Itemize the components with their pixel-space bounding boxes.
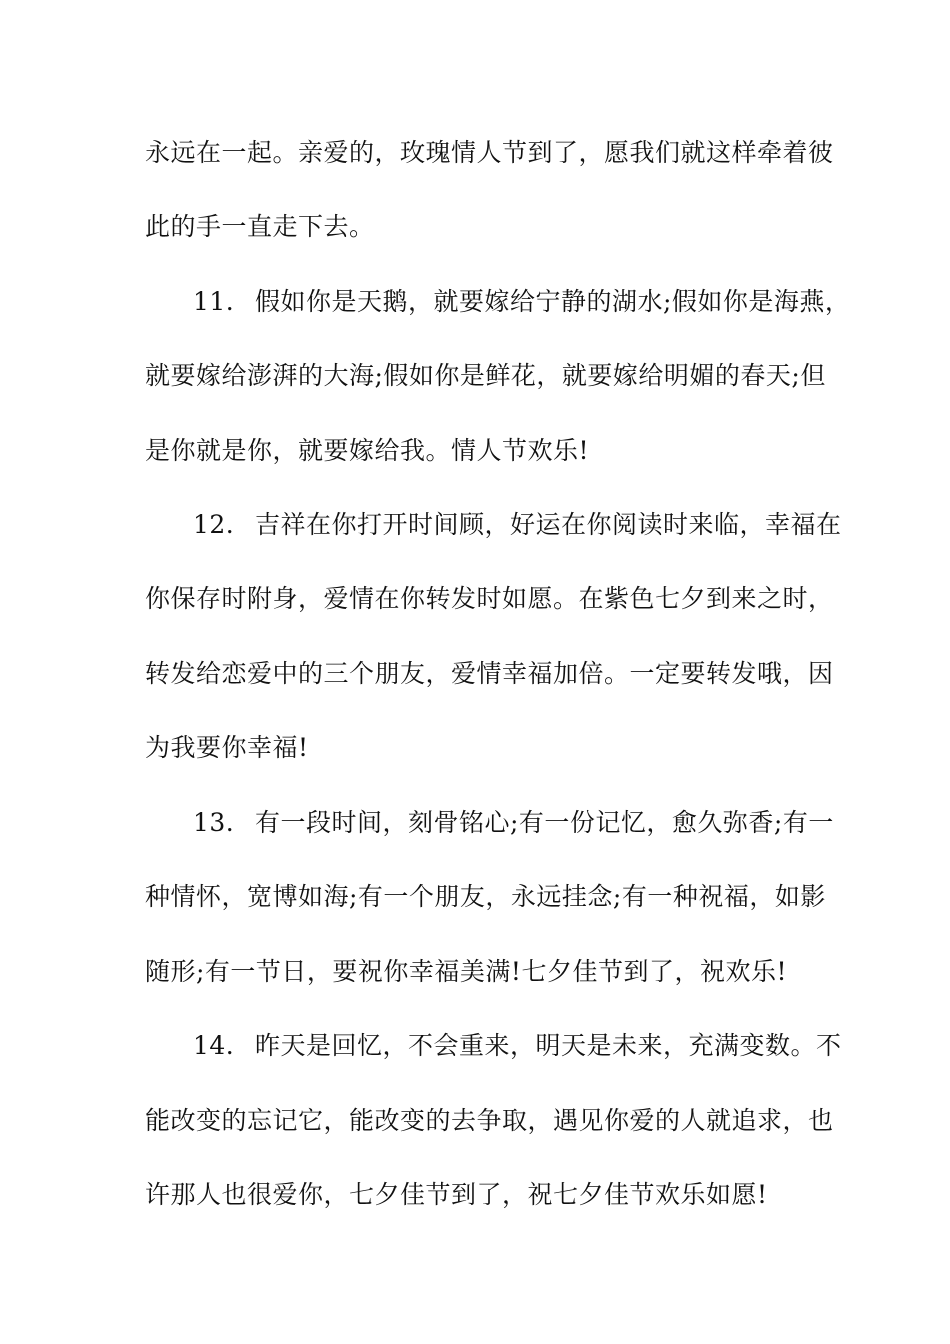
- paragraph-line: 就要嫁给澎湃的大海;假如你是鲜花，就要嫁给明媚的春天;但: [145, 361, 826, 390]
- paragraph-line: 你保存时附身，爱情在你转发时如愿。在紫色七夕到来之时，: [145, 584, 834, 613]
- paragraph-number: 11.: [193, 287, 235, 316]
- paragraph-line: 转发给恋爱中的三个朋友，爱情幸福加倍。一定要转发哦，因: [145, 659, 834, 688]
- numbered-paragraph-first-line: [193, 1031, 842, 1061]
- paragraph-line: 是你就是你，就要嫁给我。情人节欢乐!: [145, 436, 590, 465]
- paragraph-line: 种情怀，宽博如海;有一个朋友，永远挂念;有一种祝福，如影: [145, 882, 826, 911]
- paragraph-number: 14.: [193, 1031, 235, 1060]
- paragraph-number: 12.: [193, 510, 235, 539]
- paragraph-line: 能改变的忘记它，能改变的去争取，遇见你爱的人就追求，也: [145, 1106, 834, 1135]
- paragraph-line: 随形;有一节日，要祝你幸福美满!七夕佳节到了，祝欢乐!: [145, 957, 788, 986]
- paragraph-line: 许那人也很爱你，七夕佳节到了，祝七夕佳节欢乐如愿!: [145, 1180, 768, 1209]
- paragraph-line: 昨天是回忆，不会重来，明天是未来，充满变数。不: [255, 1031, 842, 1060]
- paragraph-line: 有一段时间，刻骨铭心;有一份记忆，愈久弥香;有一: [255, 808, 834, 837]
- paragraph-line: 为我要你幸福!: [145, 733, 309, 762]
- paragraph-line: 永远在一起。亲爱的，玫瑰情人节到了，愿我们就这样牵着彼: [145, 138, 834, 167]
- numbered-paragraph-first-line: [193, 510, 842, 540]
- paragraph-line: 吉祥在你打开时间顾，好运在你阅读时来临，幸福在: [255, 510, 842, 539]
- numbered-paragraph-first-line: [193, 808, 834, 838]
- numbered-paragraph-first-line: [193, 287, 850, 317]
- paragraph-line: 假如你是天鹅，就要嫁给宁静的湖水;假如你是海燕，: [255, 287, 851, 316]
- paragraph-line: 此的手一直走下去。: [145, 212, 375, 241]
- paragraph-number: 13.: [193, 808, 235, 837]
